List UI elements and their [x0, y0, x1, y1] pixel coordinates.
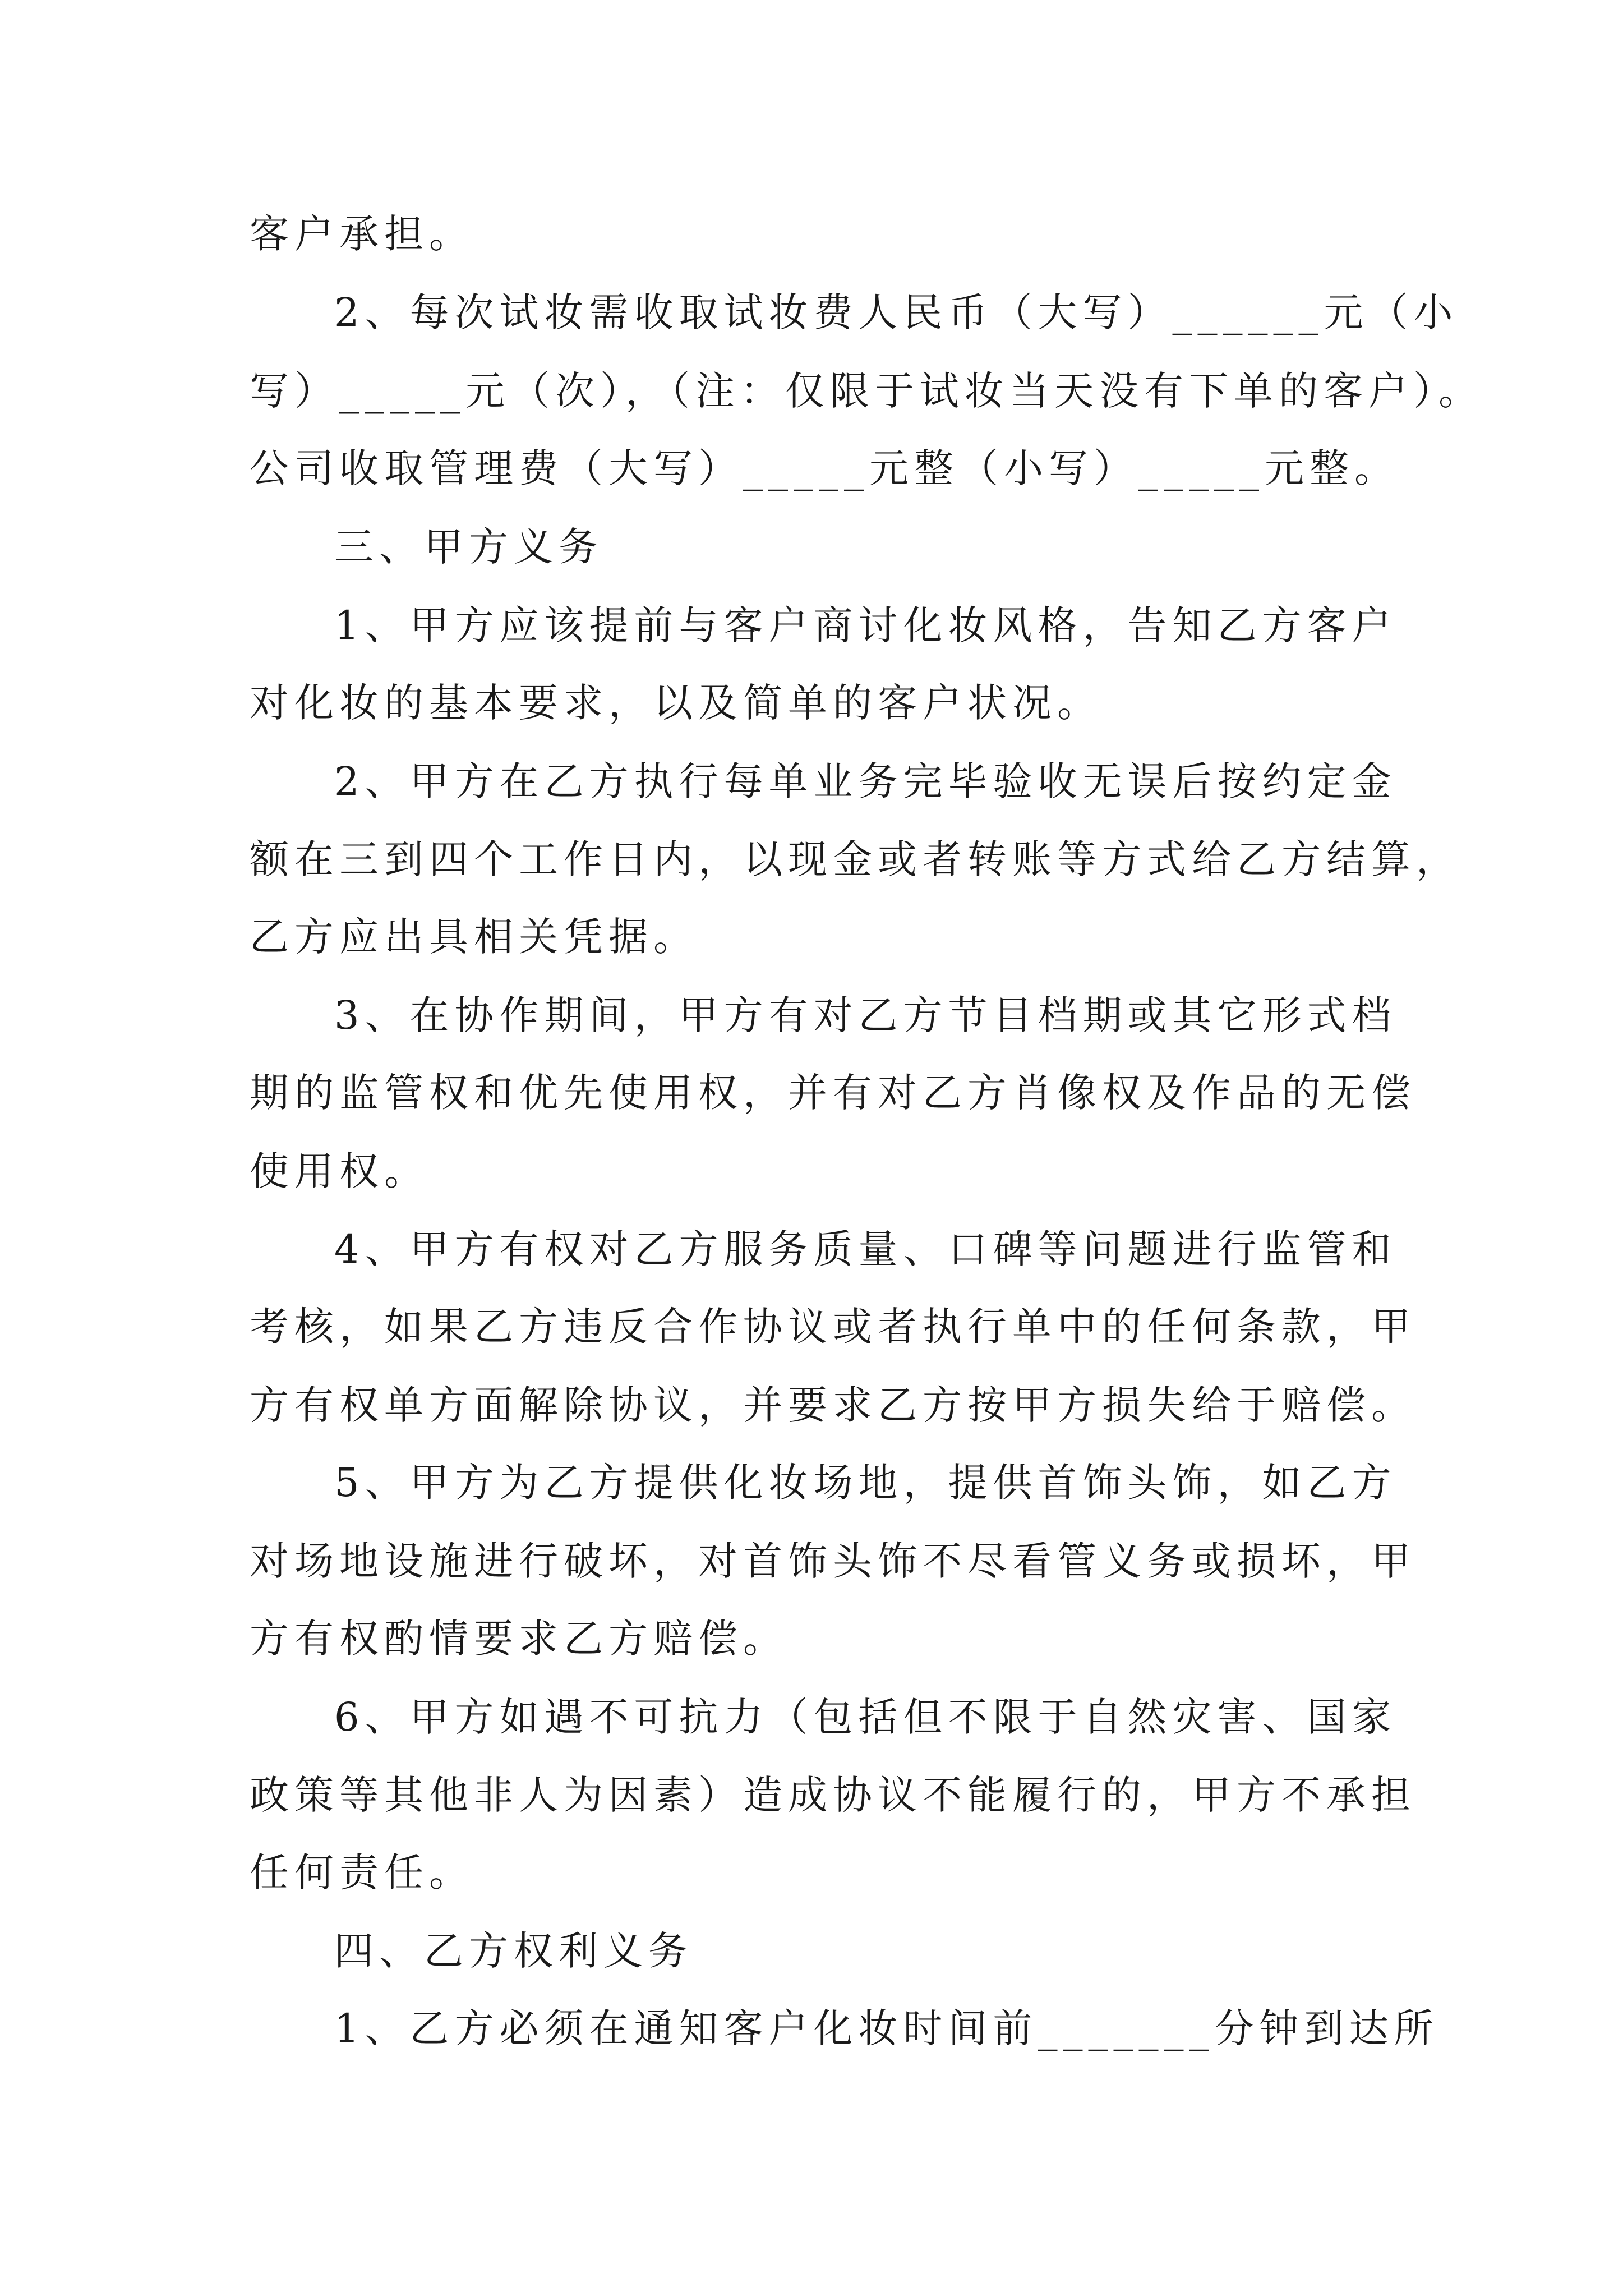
text-line-10: 乙方应出具相关凭据。 — [250, 914, 698, 960]
text-line-21: 政策等其他非人为因素）造成协议不能履行的，甲方不承担 — [250, 1772, 1416, 1818]
text-line-18: 对场地设施进行破坏，对首饰头饰不尽看管义务或损坏，甲 — [250, 1538, 1416, 1584]
text-line-19: 方有权酌情要求乙方赔偿。 — [250, 1616, 788, 1662]
text-line-7: 对化妆的基本要求，以及简单的客户状况。 — [250, 680, 1102, 726]
text-line-16: 方有权单方面解除协议，并要求乙方按甲方损失给于赔偿。 — [250, 1382, 1416, 1428]
text-line-3: 写）_____元（次），（注：仅限于试妆当天没有下单的客户）。 — [250, 368, 1483, 414]
text-line-1: 客户承担。 — [250, 211, 474, 257]
text-line-20: 6、甲方如遇不可抗力（包括但不限于自然灾害、国家 — [334, 1694, 1397, 1740]
text-line-14: 4、甲方有权对乙方服务质量、口碑等问题进行监管和 — [334, 1226, 1397, 1272]
text-line-24: 1、乙方必须在通知客户化妆时间前_______分钟到达所 — [334, 2005, 1439, 2051]
text-line-13: 使用权。 — [250, 1148, 429, 1194]
text-line-11: 3、在协作期间，甲方有对乙方节目档期或其它形式档 — [334, 992, 1397, 1038]
text-line-12: 期的监管权和优先使用权，并有对乙方肖像权及作品的无偿 — [250, 1070, 1416, 1116]
section-heading-3: 三、甲方义务 — [334, 524, 603, 570]
section-heading-4: 四、乙方权利义务 — [334, 1928, 693, 1974]
text-line-9: 额在三到四个工作日内，以现金或者转账等方式给乙方结算， — [250, 836, 1461, 882]
text-line-2: 2、每次试妆需收取试妆费人民币（大写）______元（小 — [334, 289, 1459, 335]
text-line-8: 2、甲方在乙方执行每单业务完毕验收无误后按约定金 — [334, 758, 1397, 804]
text-line-17: 5、甲方为乙方提供化妆场地，提供首饰头饰，如乙方 — [334, 1460, 1397, 1506]
text-line-22: 任何责任。 — [250, 1849, 474, 1895]
text-line-4: 公司收取管理费（大写）_____元整（小写）_____元整。 — [250, 445, 1399, 491]
text-line-15: 考核，如果乙方违反合作协议或者执行单中的任何条款，甲 — [250, 1304, 1416, 1350]
text-line-6: 1、甲方应该提前与客户商讨化妆风格，告知乙方客户 — [334, 602, 1397, 648]
